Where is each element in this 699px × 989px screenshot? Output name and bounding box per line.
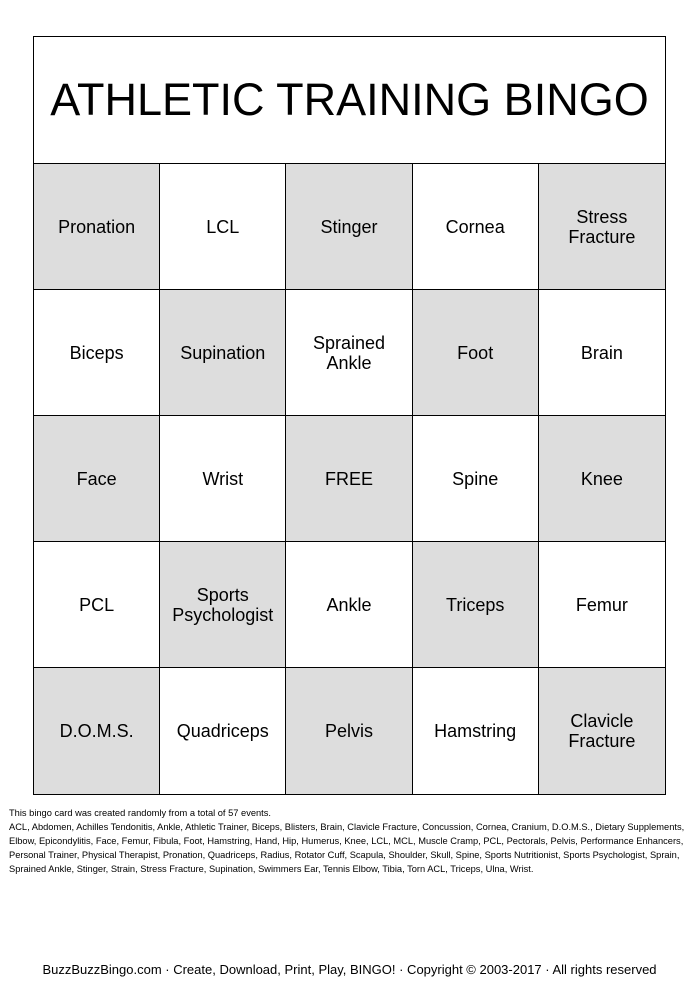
- bingo-cell: Stinger: [286, 164, 412, 290]
- bingo-cell: Pronation: [34, 164, 160, 290]
- bingo-cell: Cornea: [413, 164, 539, 290]
- bingo-card: [33, 36, 666, 795]
- bingo-cell: Hamstring: [413, 668, 539, 794]
- event-list-note: [9, 806, 685, 876]
- bingo-cell-free: FREE: [286, 416, 412, 542]
- bingo-cell: Triceps: [413, 542, 539, 668]
- bingo-cell: Quadriceps: [160, 668, 286, 794]
- bingo-cell: Clavicle Fracture: [539, 668, 665, 794]
- bingo-cell: D.O.M.S.: [34, 668, 160, 794]
- bingo-title: ATHLETIC TRAINING BINGO: [34, 37, 665, 164]
- bingo-grid: [34, 164, 665, 794]
- bingo-cell: Ankle: [286, 542, 412, 668]
- bingo-cell: Sports Psychologist: [160, 542, 286, 668]
- bingo-cell: Biceps: [34, 290, 160, 416]
- bingo-cell: Brain: [539, 290, 665, 416]
- bingo-cell: Face: [34, 416, 160, 542]
- bingo-cell: Wrist: [160, 416, 286, 542]
- bingo-cell: Foot: [413, 290, 539, 416]
- bingo-cell: Femur: [539, 542, 665, 668]
- bingo-cell: PCL: [34, 542, 160, 668]
- bingo-cell: Pelvis: [286, 668, 412, 794]
- bingo-cell: Stress Fracture: [539, 164, 665, 290]
- bingo-cell: Knee: [539, 416, 665, 542]
- bingo-cell: Sprained Ankle: [286, 290, 412, 416]
- bingo-cell: Supination: [160, 290, 286, 416]
- event-list: ACL, Abdomen, Achilles Tendonitis, Ankle, Athletic Trainer, Biceps, Blisters, Brain, Clavicle Fracture, Concussion, Cornea, Cranium, D.O.M.S., Dietary Supplements, Elbow, Epicondylitis, Face, Femur, Fibula, Foot, Hamstring, Hand, Hip, Humerus, Knee, LCL, MCL, Muscle Cramp, PCL, Pectorals, Pelvis, Performance Enhancers, Personal Trainer, Physical Therapist, Pronation, Quadriceps, Radius, Rotator Cuff, Scapula, Shoulder, Skull, Spine, Sports Nutritionist, Sports Psychologist, Sprain, Sprained Ankle, Stinger, Strain, Stress Fracture, Supination, Swimmers Ear, Tennis Elbow, Tibia, Torn ACL, Triceps, Ulna, Wrist.: [9, 822, 685, 874]
- copyright-line: BuzzBuzzBingo.com · Create, Download, Print, Play, BINGO! · Copyright © 2003-2017 · All rights reserved: [42, 962, 657, 977]
- event-count-note: This bingo card was created randomly from a total of 57 events.: [9, 808, 271, 818]
- bingo-cell: Spine: [413, 416, 539, 542]
- bingo-cell: LCL: [160, 164, 286, 290]
